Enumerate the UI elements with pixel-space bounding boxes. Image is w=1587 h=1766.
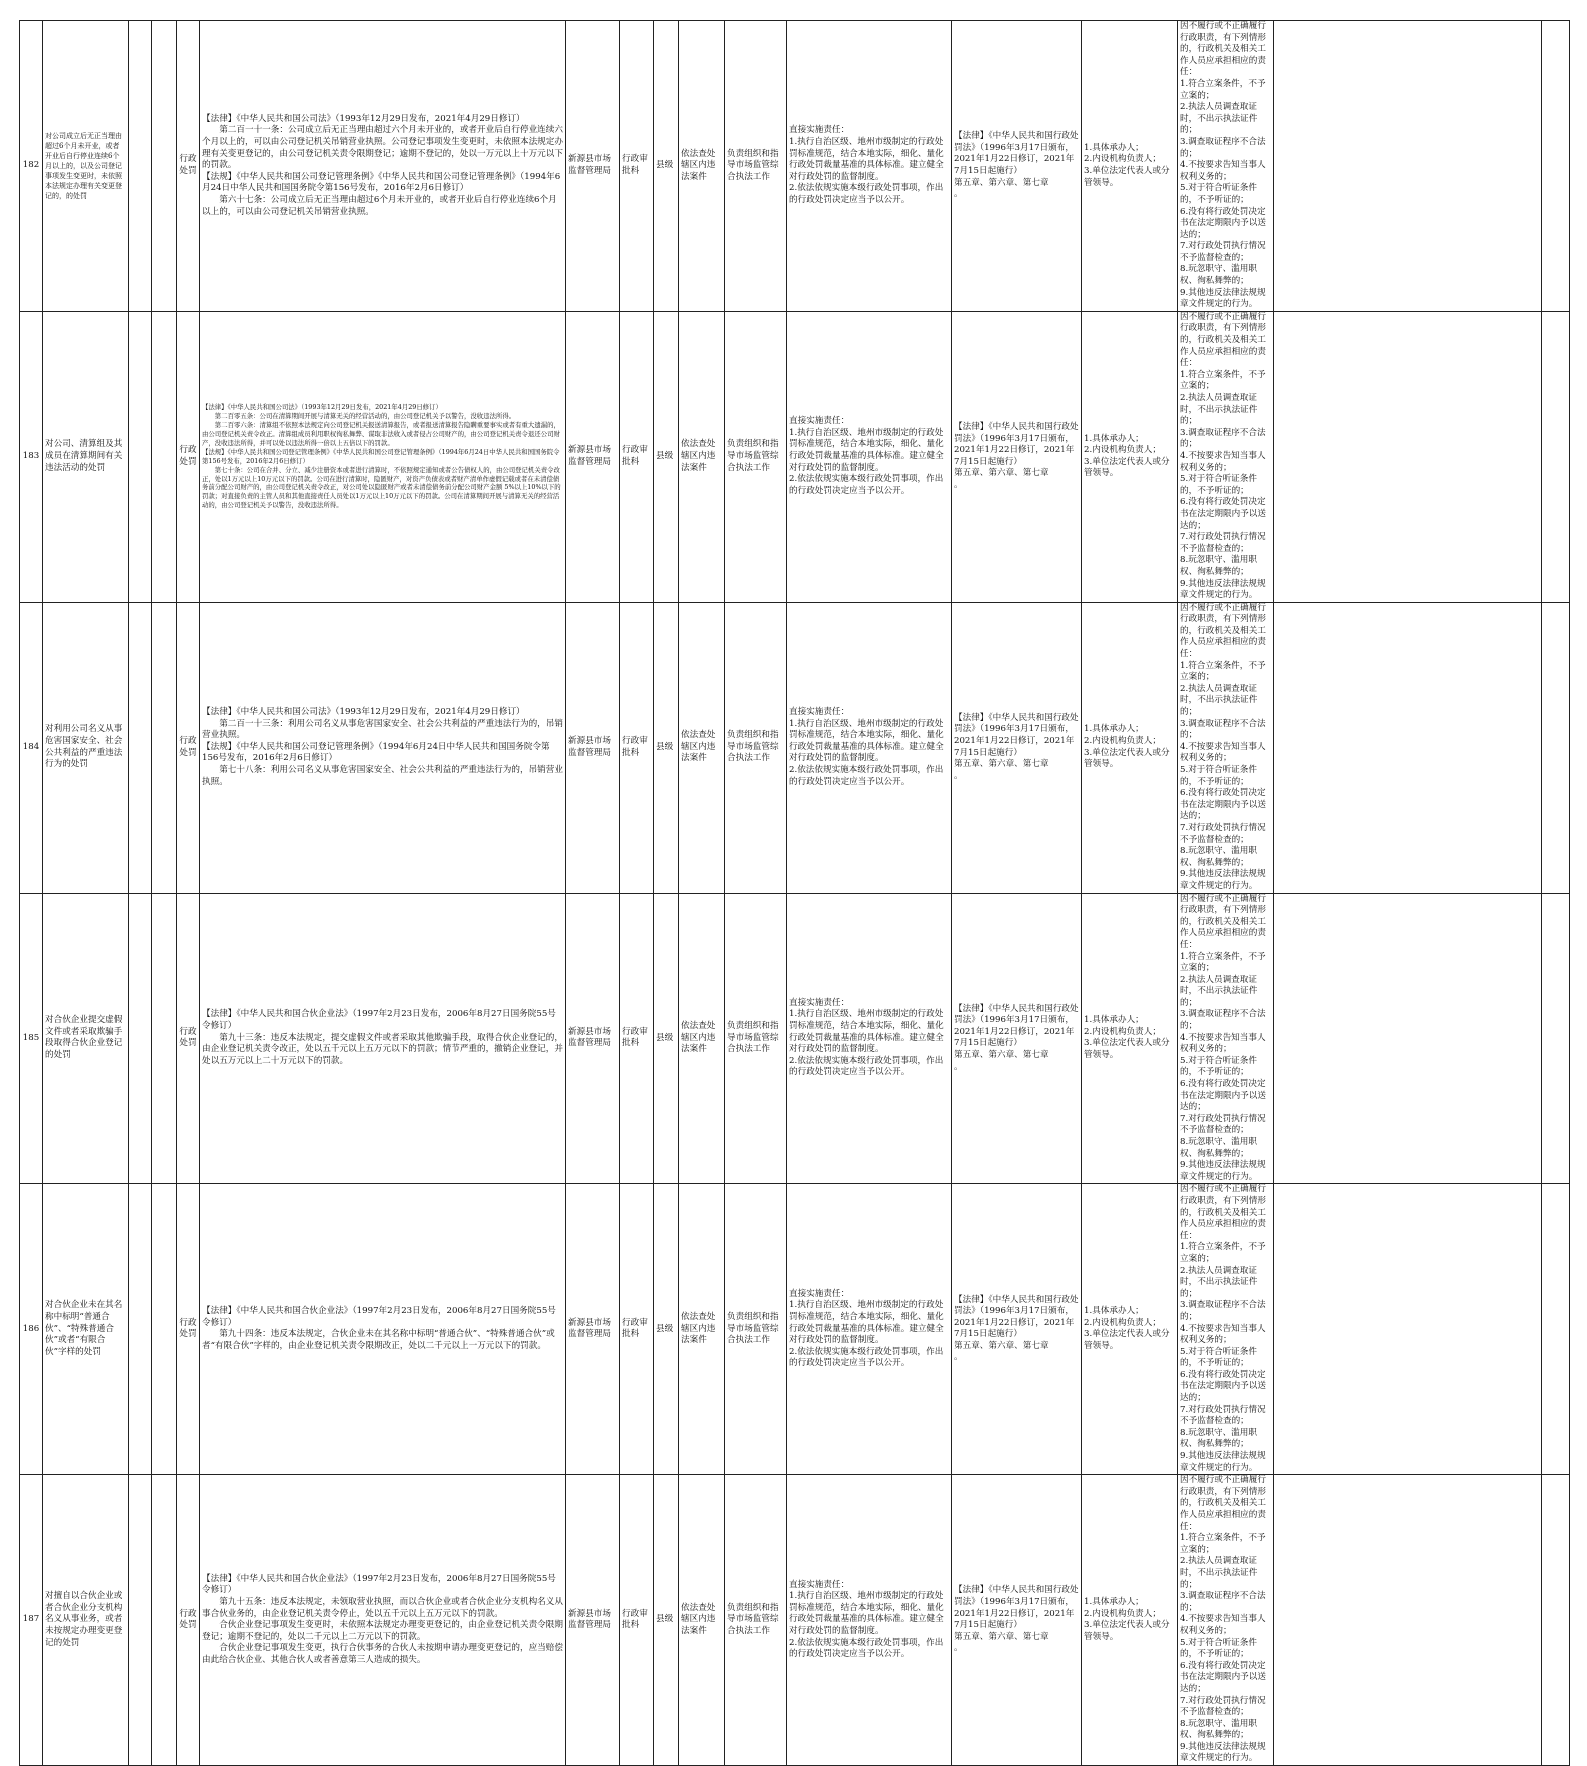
scope: 依法查处辖区内违法案件 xyxy=(679,1475,725,1766)
table-row xyxy=(20,893,1570,1184)
empty-cell xyxy=(152,893,177,1184)
implementing-agency: 新源县市场监督管理局 xyxy=(566,893,620,1184)
row-number: 182 xyxy=(20,21,43,312)
row-number: 184 xyxy=(20,602,43,893)
item-name: 对合伙企业未在其名称中标明“普通合伙”、“特殊普通合伙”或者“有限合伙”字样的处罚 xyxy=(43,1184,129,1475)
liability: 因不履行或不正确履行行政职责，有下列情形的，行政机关及相关工作人员应承担相应的责任： 1.符合立案条件，不予立案的； 2.执法人员调查取证时，不出示执法证件的； 3.调查取证程序不合法的； 4.不按要求告知当事人权利义务的； 5.对于符合听证条件的，不予听证的； 6.没有将行政处罚决定书在法定期限内予以送达的； 7.对行政处罚执行情况不予监督检查的； 8.玩忽职守、滥用职权、徇私舞弊的； 9.其他违反法律法规规章文件规定的行为。 xyxy=(1178,311,1274,602)
legal-basis: 【法律】《中华人民共和国合伙企业法》（1997年2月23日发布，2006年8月27日国务院55号令修订） 第九十三条：违反本法规定，提交虚假文件或者采取其他欺骗手段，取得合伙企业登记的，由企业登记机关责令改正，处以五千元以上五万元以下的罚款；情节严重的，撤销企业登记，并处以五万元以上二十万元以下的罚款。 xyxy=(200,893,566,1184)
responsible-persons: 1.具体承办人； 2.内设机构负责人； 3.单位法定代表人或分管领导。 xyxy=(1082,1184,1178,1475)
implementing-agency: 新源县市场监督管理局 xyxy=(566,1184,620,1475)
accountability-basis: 【法律】《中华人民共和国行政处罚法》（1996年3月17日颁布，2021年1月22日修订，2021年7月15日起施行） 第五章、第六章、第七章 。 xyxy=(952,311,1082,602)
empty-cell xyxy=(1542,1184,1570,1475)
implementing-agency: 新源县市场监督管理局 xyxy=(566,602,620,893)
table-row xyxy=(20,1475,1570,1766)
duty-department: 负责组织和指导市场监管综合执法工作 xyxy=(725,602,787,893)
duty-department: 负责组织和指导市场监管综合执法工作 xyxy=(725,1184,787,1475)
duty-department: 负责组织和指导市场监管综合执法工作 xyxy=(725,893,787,1184)
responsibility: 直接实施责任： 1.执行自治区级、地州市级制定的行政处罚标准规范，结合本地实际，细化、量化行政处罚裁量基准的具体标准。建立健全对行政处罚的监督制度。 2.依法依规实施本级行政处罚事项，作出的行政处罚决定应当予以公开。 xyxy=(787,21,952,312)
level: 县级 xyxy=(654,602,679,893)
review-department: 行政审批科 xyxy=(620,21,654,312)
level: 县级 xyxy=(654,21,679,312)
empty-cell xyxy=(1542,602,1570,893)
liability: 因不履行或不正确履行行政职责，有下列情形的，行政机关及相关工作人员应承担相应的责任： 1.符合立案条件，不予立案的； 2.执法人员调查取证时，不出示执法证件的； 3.调查取证程序不合法的； 4.不按要求告知当事人权利义务的； 5.对于符合听证条件的，不予听证的； 6.没有将行政处罚决定书在法定期限内予以送达的； 7.对行政处罚执行情况不予监督检查的； 8.玩忽职守、滥用职权、徇私舞弊的； 9.其他违反法律法规规章文件规定的行为。 xyxy=(1178,1475,1274,1766)
responsible-persons: 1.具体承办人； 2.内设机构负责人； 3.单位法定代表人或分管领导。 xyxy=(1082,602,1178,893)
level: 县级 xyxy=(654,893,679,1184)
row-number: 186 xyxy=(20,1184,43,1475)
responsible-persons: 1.具体承办人； 2.内设机构负责人； 3.单位法定代表人或分管领导。 xyxy=(1082,1475,1178,1766)
empty-cell xyxy=(129,21,152,312)
level: 县级 xyxy=(654,1475,679,1766)
review-department: 行政审批科 xyxy=(620,1475,654,1766)
empty-cell xyxy=(152,21,177,312)
category: 行政处罚 xyxy=(177,1184,200,1475)
legal-basis: 【法律】《中华人民共和国公司法》（1993年12月29日发布，2021年4月29日修订） 第二百零五条：公司在清算期间开展与清算无关的经营活动的，由公司登记机关予以警告，没收违法所得。 第二百零六条：清算组不依照本法规定向公司登记机关报送清算报告，或者报送清算报告隐瞒重要事实或者有重大遗漏的，由公司登记机关责令改正。清算组成员利用职权徇私舞弊、谋取非法收入或者侵占公司财产的，由公司登记机关责令退还公司财产，没收违法所得，并可以处以违法所得一倍以上五倍以下的罚款。 【法规】《中华人民共和国公司登记管理条例》《中华人民共和国公司登记管理条例》（1994年6月24日中华人民共和国国务院令第156号发布，2016年2月6日修订） 第七十条：公司在合并、分立、减少注册资本或者进行清算时，不依照规定通知或者公告债权人的，由公司登记机关责令改正，处以1万元以上10万元以下的罚款。公司在进行清算时，隐匿财产，对资产负债表或者财产清单作虚假记载或者在未清偿债务前分配公司财产的，由公司登记机关责令改正，对公司处以隐匿财产或者未清偿债务前分配公司财产金额 5%以上10%以下的罚款；对直接负责的主管人员和其他直接责任人员处以1万元以上10万元以下的罚款。公司在清算期间开展与清算无关的经营活动的，由公司登记机关予以警告，没收违法所得。 xyxy=(200,311,566,602)
empty-cell xyxy=(152,1475,177,1766)
category: 行政处罚 xyxy=(177,1475,200,1766)
empty-cell xyxy=(1274,602,1542,893)
empty-cell xyxy=(1542,1475,1570,1766)
empty-cell xyxy=(1274,21,1542,312)
category: 行政处罚 xyxy=(177,602,200,893)
scope: 依法查处辖区内违法案件 xyxy=(679,21,725,312)
row-number: 187 xyxy=(20,1475,43,1766)
table-row xyxy=(20,311,1570,602)
empty-cell xyxy=(152,602,177,893)
legal-basis: 【法律】《中华人民共和国合伙企业法》（1997年2月23日发布，2006年8月27日国务院55号令修订） 第九十四条：违反本法规定，合伙企业未在其名称中标明“普通合伙”、“特殊普通合伙”或者“有限合伙”字样的，由企业登记机关责令限期改正，处以二千元以上一万元以下的罚款。 xyxy=(200,1184,566,1475)
accountability-basis: 【法律】《中华人民共和国行政处罚法》（1996年3月17日颁布，2021年1月22日修订，2021年7月15日起施行） 第五章、第六章、第七章 。 xyxy=(952,893,1082,1184)
responsible-persons: 1.具体承办人； 2.内设机构负责人； 3.单位法定代表人或分管领导。 xyxy=(1082,311,1178,602)
category: 行政处罚 xyxy=(177,21,200,312)
responsibility-table xyxy=(19,20,1570,1766)
empty-cell xyxy=(1542,893,1570,1184)
empty-cell xyxy=(1274,893,1542,1184)
row-number: 183 xyxy=(20,311,43,602)
scope: 依法查处辖区内违法案件 xyxy=(679,893,725,1184)
table-row xyxy=(20,21,1570,312)
item-name: 对合伙企业提交虚假文件或者采取欺骗手段取得合伙企业登记的处罚 xyxy=(43,893,129,1184)
table-row xyxy=(20,1184,1570,1475)
implementing-agency: 新源县市场监督管理局 xyxy=(566,311,620,602)
empty-cell xyxy=(152,1184,177,1475)
legal-basis: 【法律】《中华人民共和国合伙企业法》（1997年2月23日发布，2006年8月27日国务院55号令修订） 第九十五条：违反本法规定，未领取营业执照，而以合伙企业或者合伙企业分支机构名义从事合伙业务的，由企业登记机关责令停止，处以五千元以上五万元以下的罚款。 合伙企业登记事项发生变更时，未依照本法规定办理变更登记的，由企业登记机关责令限期登记；逾期不登记的，处以二千元以上二万元以下的罚款。 合伙企业登记事项发生变更，执行合伙事务的合伙人未按期申请办理变更登记的，应当赔偿由此给合伙企业、其他合伙人或者善意第三人造成的损失。 xyxy=(200,1475,566,1766)
responsibility: 直接实施责任： 1.执行自治区级、地州市级制定的行政处罚标准规范，结合本地实际，细化、量化行政处罚裁量基准的具体标准。建立健全对行政处罚的监督制度。 2.依法依规实施本级行政处罚事项，作出的行政处罚决定应当予以公开。 xyxy=(787,1184,952,1475)
empty-cell xyxy=(1274,1475,1542,1766)
duty-department: 负责组织和指导市场监管综合执法工作 xyxy=(725,21,787,312)
table-row xyxy=(20,602,1570,893)
liability: 因不履行或不正确履行行政职责，有下列情形的，行政机关及相关工作人员应承担相应的责任： 1.符合立案条件，不予立案的； 2.执法人员调查取证时，不出示执法证件的； 3.调查取证程序不合法的； 4.不按要求告知当事人权利义务的； 5.对于符合听证条件的，不予听证的； 6.没有将行政处罚决定书在法定期限内予以送达的； 7.对行政处罚执行情况不予监督检查的； 8.玩忽职守、滥用职权、徇私舞弊的； 9.其他违反法律法规规章文件规定的行为。 xyxy=(1178,21,1274,312)
item-name: 对公司成立后无正当理由超过6个月未开业，或者开业后自行停业连续6个月以上的，以及公司登记事项发生变更时，未依照本法规定办理有关变更登记的，的处罚 xyxy=(43,21,129,312)
duty-department: 负责组织和指导市场监管综合执法工作 xyxy=(725,1475,787,1766)
scope: 依法查处辖区内违法案件 xyxy=(679,602,725,893)
liability: 因不履行或不正确履行行政职责，有下列情形的，行政机关及相关工作人员应承担相应的责任： 1.符合立案条件，不予立案的； 2.执法人员调查取证时，不出示执法证件的； 3.调查取证程序不合法的； 4.不按要求告知当事人权利义务的； 5.对于符合听证条件的，不予听证的； 6.没有将行政处罚决定书在法定期限内予以送达的； 7.对行政处罚执行情况不予监督检查的； 8.玩忽职守、滥用职权、徇私舞弊的； 9.其他违反法律法规规章文件规定的行为。 xyxy=(1178,602,1274,893)
empty-cell xyxy=(1542,311,1570,602)
row-number: 185 xyxy=(20,893,43,1184)
level: 县级 xyxy=(654,1184,679,1475)
empty-cell xyxy=(129,1184,152,1475)
level: 县级 xyxy=(654,311,679,602)
review-department: 行政审批科 xyxy=(620,893,654,1184)
responsibility: 直接实施责任： 1.执行自治区级、地州市级制定的行政处罚标准规范，结合本地实际，细化、量化行政处罚裁量基准的具体标准。建立健全对行政处罚的监督制度。 2.依法依规实施本级行政处罚事项，作出的行政处罚决定应当予以公开。 xyxy=(787,311,952,602)
empty-cell xyxy=(1542,21,1570,312)
item-name: 对擅自以合伙企业或者合伙企业分支机构名义从事业务，或者未按规定办理变更登记的处罚 xyxy=(43,1475,129,1766)
item-name: 对公司、清算组及其成员在清算期间有关违法活动的处罚 xyxy=(43,311,129,602)
scope: 依法查处辖区内违法案件 xyxy=(679,311,725,602)
item-name: 对利用公司名义从事危害国家安全、社会公共利益的严重违法行为的处罚 xyxy=(43,602,129,893)
liability: 因不履行或不正确履行行政职责，有下列情形的，行政机关及相关工作人员应承担相应的责任： 1.符合立案条件，不予立案的； 2.执法人员调查取证时，不出示执法证件的； 3.调查取证程序不合法的； 4.不按要求告知当事人权利义务的； 5.对于符合听证条件的，不予听证的； 6.没有将行政处罚决定书在法定期限内予以送达的； 7.对行政处罚执行情况不予监督检查的； 8.玩忽职守、滥用职权、徇私舞弊的； 9.其他违反法律法规规章文件规定的行为。 xyxy=(1178,1184,1274,1475)
review-department: 行政审批科 xyxy=(620,1184,654,1475)
empty-cell xyxy=(152,311,177,602)
implementing-agency: 新源县市场监督管理局 xyxy=(566,21,620,312)
responsibility: 直接实施责任： 1.执行自治区级、地州市级制定的行政处罚标准规范，结合本地实际，细化、量化行政处罚裁量基准的具体标准。建立健全对行政处罚的监督制度。 2.依法依规实施本级行政处罚事项，作出的行政处罚决定应当予以公开。 xyxy=(787,1475,952,1766)
category: 行政处罚 xyxy=(177,893,200,1184)
empty-cell xyxy=(1274,311,1542,602)
review-department: 行政审批科 xyxy=(620,311,654,602)
accountability-basis: 【法律】《中华人民共和国行政处罚法》（1996年3月17日颁布，2021年1月22日修订，2021年7月15日起施行） 第五章、第六章、第七章 。 xyxy=(952,1184,1082,1475)
legal-basis: 【法律】《中华人民共和国公司法》（1993年12月29日发布，2021年4月29日修订） 第二百一十三条：利用公司名义从事危害国家安全、社会公共利益的严重违法行为的，吊销营业执照。 【法规】《中华人民共和国公司登记管理条例》（1994年6月24日中华人民共和国国务院令第156号发布，2016年2月6日修订） 第七十八条：利用公司名义从事危害国家安全、社会公共利益的严重违法行为的，吊销营业执照。 xyxy=(200,602,566,893)
accountability-basis: 【法律】《中华人民共和国行政处罚法》（1996年3月17日颁布，2021年1月22日修订，2021年7月15日起施行） 第五章、第六章、第七章 。 xyxy=(952,602,1082,893)
scope: 依法查处辖区内违法案件 xyxy=(679,1184,725,1475)
empty-cell xyxy=(129,893,152,1184)
implementing-agency: 新源县市场监督管理局 xyxy=(566,1475,620,1766)
accountability-basis: 【法律】《中华人民共和国行政处罚法》（1996年3月17日颁布，2021年1月22日修订，2021年7月15日起施行） 第五章、第六章、第七章 。 xyxy=(952,1475,1082,1766)
review-department: 行政审批科 xyxy=(620,602,654,893)
empty-cell xyxy=(1274,1184,1542,1475)
liability: 因不履行或不正确履行行政职责，有下列情形的，行政机关及相关工作人员应承担相应的责任： 1.符合立案条件，不予立案的； 2.执法人员调查取证时，不出示执法证件的； 3.调查取证程序不合法的； 4.不按要求告知当事人权利义务的； 5.对于符合听证条件的，不予听证的； 6.没有将行政处罚决定书在法定期限内予以送达的； 7.对行政处罚执行情况不予监督检查的； 8.玩忽职守、滥用职权、徇私舞弊的； 9.其他违反法律法规规章文件规定的行为。 xyxy=(1178,893,1274,1184)
responsible-persons: 1.具体承办人； 2.内设机构负责人； 3.单位法定代表人或分管领导。 xyxy=(1082,21,1178,312)
duty-department: 负责组织和指导市场监管综合执法工作 xyxy=(725,311,787,602)
responsible-persons: 1.具体承办人； 2.内设机构负责人； 3.单位法定代表人或分管领导。 xyxy=(1082,893,1178,1184)
legal-basis: 【法律】《中华人民共和国公司法》（1993年12月29日发布，2021年4月29日修订） 第二百一十一条：公司成立后无正当理由超过六个月未开业的，或者开业后自行停业连续六个月以上的，可以由公司登记机关吊销营业执照。公司登记事项发生变更时，未依照本法规定办理有关变更登记的，由公司登记机关责令限期登记；逾期不登记的，处以一万元以上十万元以下的罚款。 【法规】《中华人民共和国公司登记管理条例》《中华人民共和国公司登记管理条例》（1994年6月24日中华人民共和国国务院令第156号发布，2016年2月6日修订） 第六十七条：公司成立后无正当理由超过6个月未开业的，或者开业后自行停业连续6个月以上的，可以由公司登记机关吊销营业执照。 xyxy=(200,21,566,312)
responsibility: 直接实施责任： 1.执行自治区级、地州市级制定的行政处罚标准规范，结合本地实际，细化、量化行政处罚裁量基准的具体标准。建立健全对行政处罚的监督制度。 2.依法依规实施本级行政处罚事项，作出的行政处罚决定应当予以公开。 xyxy=(787,602,952,893)
category: 行政处罚 xyxy=(177,311,200,602)
empty-cell xyxy=(129,1475,152,1766)
responsibility: 直接实施责任： 1.执行自治区级、地州市级制定的行政处罚标准规范，结合本地实际，细化、量化行政处罚裁量基准的具体标准。建立健全对行政处罚的监督制度。 2.依法依规实施本级行政处罚事项，作出的行政处罚决定应当予以公开。 xyxy=(787,893,952,1184)
accountability-basis: 【法律】《中华人民共和国行政处罚法》（1996年3月17日颁布，2021年1月22日修订，2021年7月15日起施行） 第五章、第六章、第七章 。 xyxy=(952,21,1082,312)
empty-cell xyxy=(129,602,152,893)
empty-cell xyxy=(129,311,152,602)
